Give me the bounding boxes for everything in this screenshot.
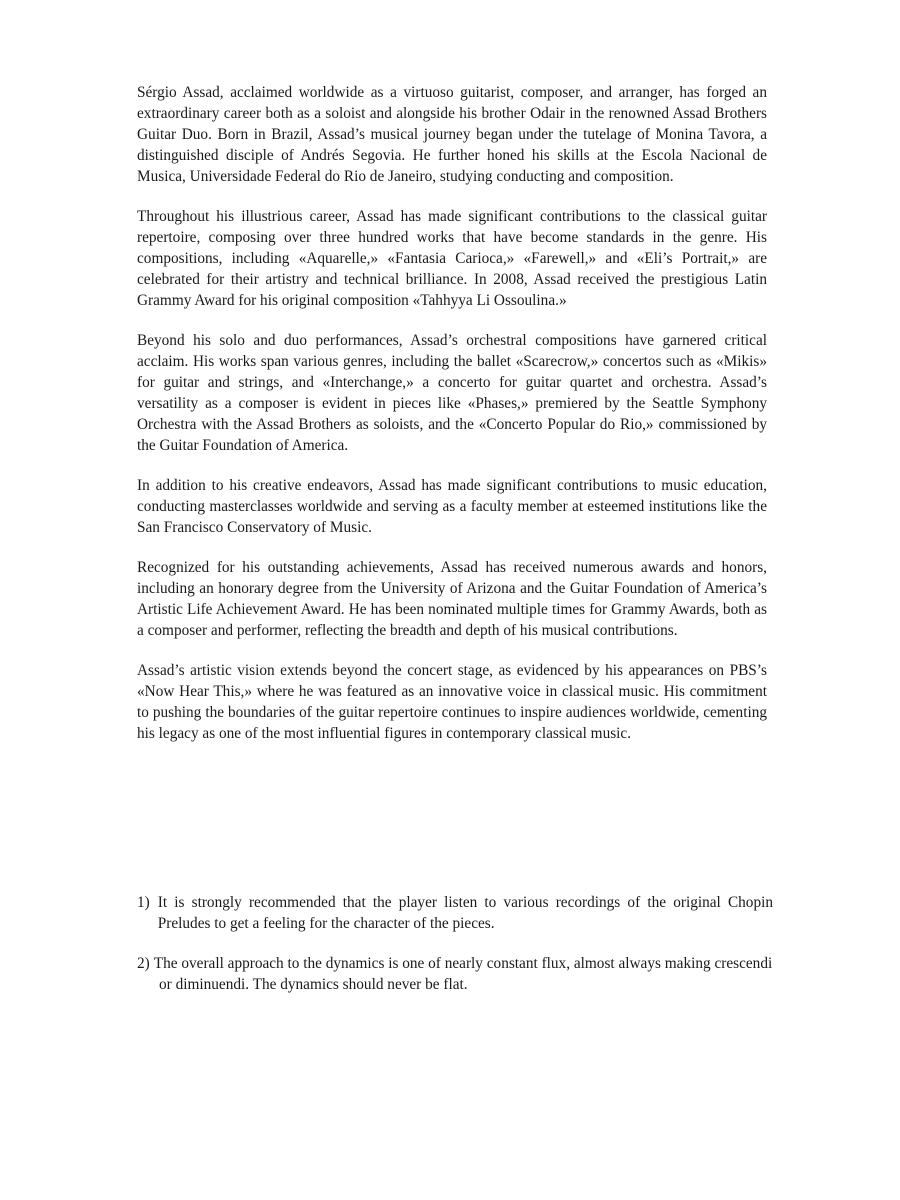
note-text: It is strongly recommended that the player listen to various recordings of the original Chopin Preludes to get a feeling for the character of the pieces. xyxy=(157,894,773,932)
biography-paragraph-3: Beyond his solo and duo performances, Assad’s orchestral compositions have garnered critical acclaim. His works span various genres, including the ballet «Scarecrow,» concertos such as «Mikis» for guitar and strings, and «Interchange,» a concerto for guitar quartet and orchestra. Assad’s versatility as a composer is evident in pieces like «Phases,» premiered by the Seattle Symphony Orchestra with the Assad Brothers as soloists, and the «Concerto Popular do Rio,» commissioned by the Guitar Foundation of America. xyxy=(137,332,767,454)
biography-text xyxy=(137,82,767,744)
performance-notes xyxy=(137,892,773,1014)
note-item-1 xyxy=(137,892,773,934)
biography-paragraph-2: Throughout his illustrious career, Assad has made significant contributions to the classical guitar repertoire, composing over three hundred works that have become standards in the genre. His compositions, including «Aquarelle,» «Fantasia Carioca,» «Farewell,» and «Eli’s Portrait,» are celebrated for their artistry and technical brilliance. In 2008, Assad received the prestigious Latin Grammy Award for his original composition «Tahhyya Li Ossoulina.» xyxy=(137,208,767,309)
biography-paragraph-6: Assad’s artistic vision extends beyond the concert stage, as evidenced by his appearances on PBS’s «Now Hear This,» where he was featured as an innovative voice in classical music. His commitment to pushing the boundaries of the guitar repertoire continues to inspire audiences worldwide, cementing his legacy as one of the most influential figures in contemporary classical music. xyxy=(137,662,767,742)
biography-paragraph-1: Sérgio Assad, acclaimed worldwide as a virtuoso guitarist, composer, and arranger, has forged an extraordinary career both as a soloist and alongside his brother Odair in the renowned Assad Brothers Guitar Duo. Born in Brazil, Assad’s musical journey began under the tutelage of Monina Tavora, a distinguished disciple of Andrés Segovia. He further honed his skills at the Escola Nacional de Musica, Universidade Federal do Rio de Janeiro, studying conducting and composition. xyxy=(137,84,767,185)
biography-paragraph-4: In addition to his creative endeavors, Assad has made significant contributions to music education, conducting masterclasses worldwide and serving as a faculty member at esteemed institutions like the San Francisco Conservatory of Music. xyxy=(137,477,767,536)
note-item-2 xyxy=(137,953,773,995)
note-number: 1) xyxy=(137,894,150,911)
note-text: The overall approach to the dynamics is one of nearly constant flux, almost always making crescendi or diminuendi. The dynamics should never be flat. xyxy=(153,955,773,993)
biography-paragraph-5: Recognized for his outstanding achievements, Assad has received numerous awards and honors, including an honorary degree from the University of Arizona and the Guitar Foundation of America’s Artistic Life Achievement Award. He has been nominated multiple times for Grammy Awards, both as a composer and performer, reflecting the breadth and depth of his musical contributions. xyxy=(137,559,767,639)
biography-section xyxy=(137,82,767,763)
note-number: 2) xyxy=(137,955,150,972)
